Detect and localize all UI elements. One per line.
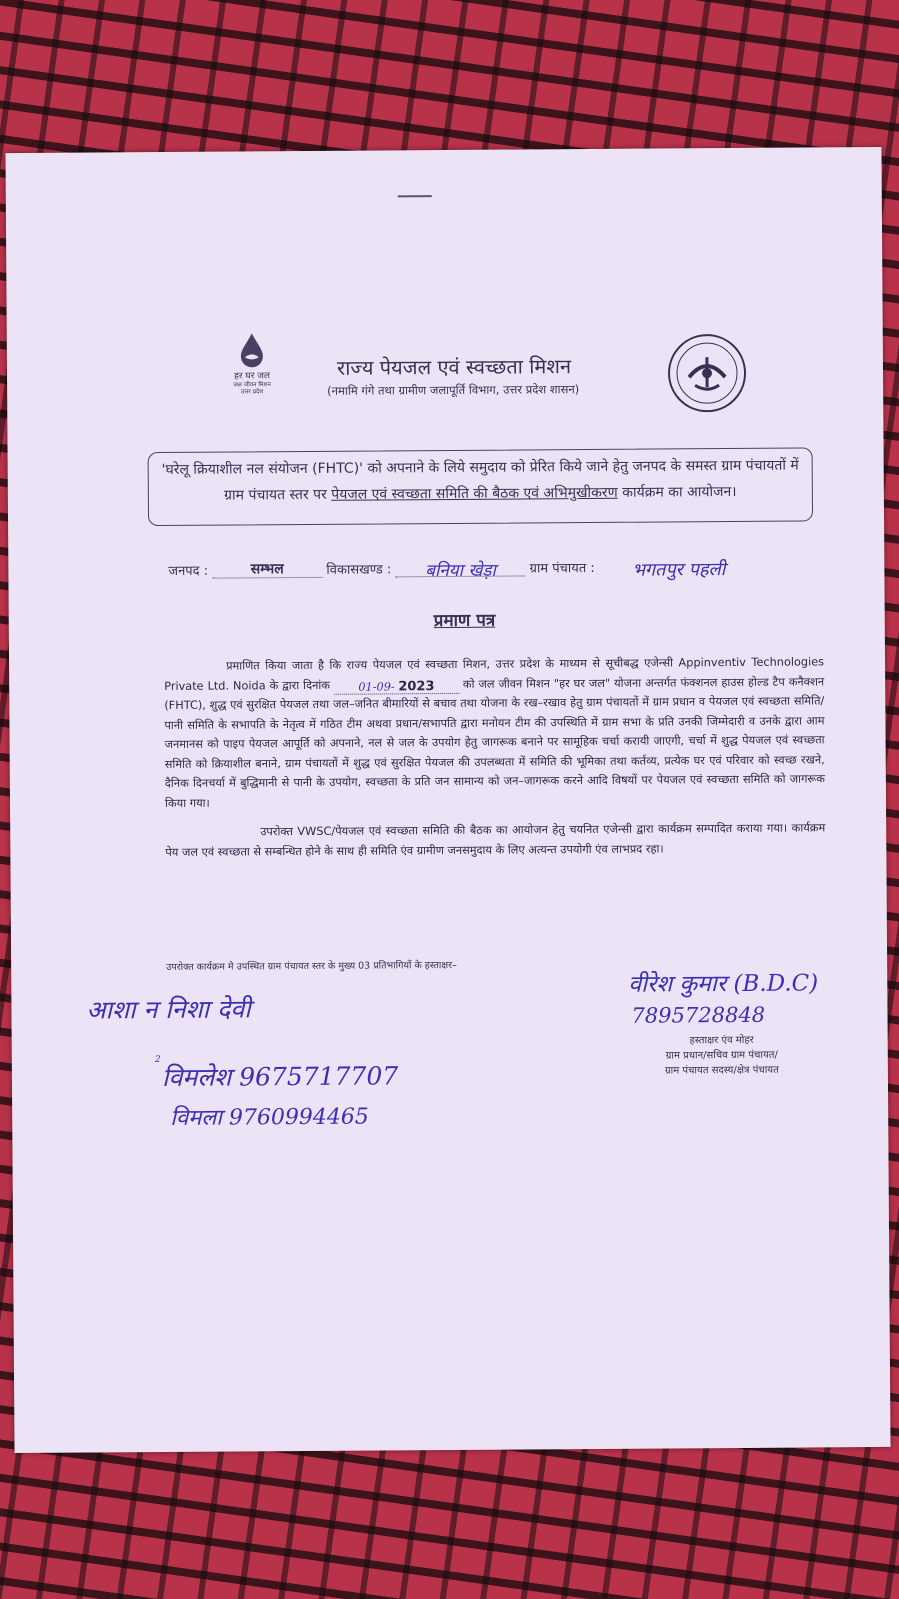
panchayat-value: भगतपुर पहली	[632, 559, 726, 581]
certificate-paragraph-1	[164, 652, 825, 813]
certificate-paper	[5, 147, 890, 1453]
participant-2-marker: 2	[154, 1055, 161, 1066]
official-signature-phone: 7895728848	[631, 1002, 766, 1028]
official-caption	[622, 1032, 822, 1078]
program-notice-box	[148, 447, 814, 526]
participant-1-signature: आशा न निशा देवी	[86, 994, 251, 1025]
district-field	[212, 559, 322, 579]
date-typed: 2023	[398, 679, 435, 695]
participant-2-signature: विमलेश 9675717707	[161, 1061, 399, 1093]
official-caption-line-2: ग्राम प्रधान/सचिव ग्राम पंचायत/	[665, 1049, 778, 1062]
district-value: सम्भल	[250, 561, 284, 578]
panchayat-label: ग्राम पंचायत :	[529, 560, 595, 577]
panchayat-field	[599, 557, 759, 581]
district-label: जनपद :	[168, 563, 209, 579]
participants-signature-caption: उपरोक्त कार्यक्रम मे उपस्थित ग्राम पंचायत स्तर के मुख्य 03 प्रतिभागियों के हस्ताक्षर–	[166, 959, 457, 973]
notice-text-1: 'घरेलू क्रियाशील नल संयोजन (FHTC)' को अपनाने के लिये समुदाय को प्रेरित किये जाने हेतु जनपद के समस्त ग्राम पंचायतों में ग्राम पंचायत स्तर पर	[161, 457, 799, 504]
date-field	[334, 677, 459, 695]
block-label: विकासखण्ड :	[326, 562, 392, 578]
up-government-seal-icon	[667, 333, 748, 414]
certificate-paragraph-2: उपरोक्त VWSC/पेयजल एवं स्वच्छता समिति की बैठक का आयोजन हेतु चयनित एजेन्सी द्वारा कार्यक्रम सम्पादित कराया गया। कार्यक्रम पेय जल एवं स्वच्छता से सम्बन्धित होने के साथ ही समिति एंव ग्रामीण जनसमुदाय के लिए अत्यन्त उपयोगी एंव लाभप्रद रहा।	[165, 821, 826, 859]
para1-before-date: प्रमाणित किया जाता है कि राज्य पेयजल एवं स्वच्छता मिशन, उत्तर प्रदेश के माध्यम से सूचीबद्ध एजेन्सी Appinventiv Technologies Private Ltd. Noida के द्वारा दिनांक	[164, 655, 825, 693]
date-handwritten: 01-09-	[358, 680, 395, 694]
location-fields	[168, 556, 759, 582]
official-caption-line-3: ग्राम पंचायत सदस्य/क्षेत्र पंचायत	[664, 1064, 779, 1077]
notice-text-2: कार्यक्रम का आयोजन।	[617, 483, 737, 501]
mission-subtitle: (नमामि गंगे तथा ग्रामीण जलापूर्ति विभाग, उत्तर प्रदेश शासन)	[327, 382, 580, 398]
water-drop-icon	[237, 331, 267, 367]
block-value: बनिया खेड़ा	[425, 560, 496, 582]
para1-after-date: को जल जीवन मिशन "हर घर जल" योजना अन्तर्गत फंक्शनल हाउस होल्ड टैप कनैक्शन (FHTC), शुद्ध एवं सुरक्षित पेयजल तथा जल–जनित बीमारियों से बचाव तथा योजना के रख–रखाव हेतु ग्राम पंचायतों में ग्राम प्रधान व पेयजल एवं स्वच्छता समिति/पानी समिति के सभापति के नेतृत्व में गठित टीम अथवा प्रधान/सभापति द्वारा मनोयन टीम की उपस्थिति में ग्राम सभा के प्रति उनकी जिम्मेदारी व उनके द्वारा आम जनमानस को पाइप पेयजल आपूर्ति को अपनाने, नल से जल के उपयोग हेतु जागरूक बनाने पर सामूहिक चर्चा करायी जाएगी, चर्चा में शुद्ध पेयजल एवं स्वच्छता समिति को क्रियाशील बनाने, ग्राम पंचायतों में शुद्ध एवं सुरक्षित पेयजल की उपलब्धता में समिति की भूमिका तथा कर्तव्य, प्रत्येक घर एवं परिवार को स्वच्छ रखने, दैनिक दिनचर्या में बुद्धिमानी से पानी के उपयोग, स्वच्छता के प्रति जन सामान्य को जन–जागरूक करने आदि विषयों पर पेयजल एवं स्वच्छता समिति को जागरूक किया गया।	[164, 674, 825, 810]
logo-text-3: उत्तर प्रदेश	[240, 388, 264, 396]
participant-3-signature: विमला 9760994465	[170, 1104, 369, 1131]
logo-text-2: जल जीवन मिशन	[233, 381, 271, 389]
notice-underlined-text: पेयजल एवं स्वच्छता समिति की बैठक एवं अभिमुखीकरण	[331, 484, 618, 503]
har-ghar-jal-logo	[222, 331, 282, 395]
official-caption-line-1: हस्ताक्षर एंव मोहर	[689, 1034, 754, 1047]
pen-mark	[398, 195, 432, 197]
certificate-heading: प्रमाण पत्र	[433, 610, 496, 632]
official-signature-name: वीरेश कुमार (B.D.C)	[628, 970, 819, 998]
block-field	[395, 557, 525, 582]
logo-text-1: हर घर जल	[234, 371, 271, 382]
mission-title: राज्य पेयजल एवं स्वच्छता मिशन	[336, 354, 572, 380]
